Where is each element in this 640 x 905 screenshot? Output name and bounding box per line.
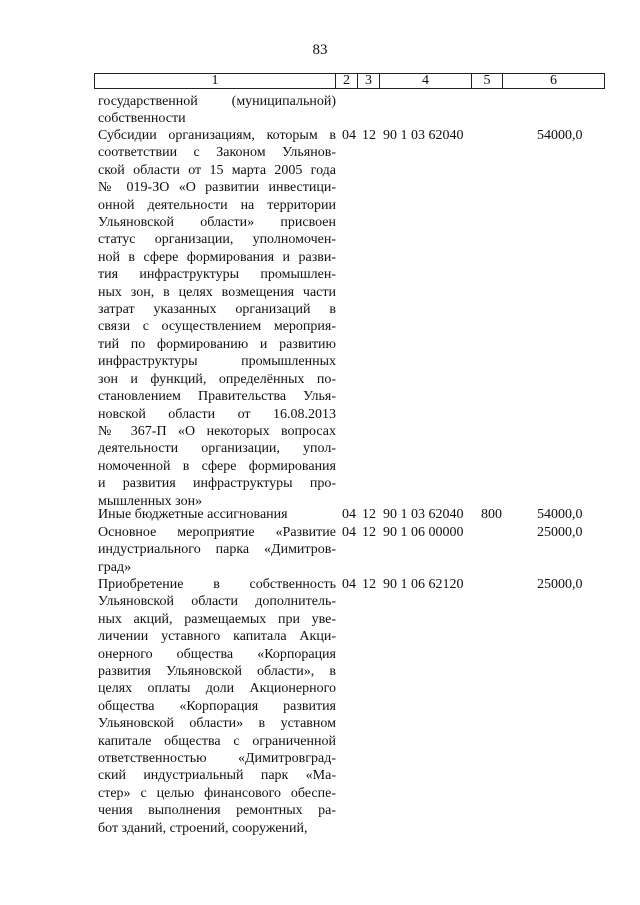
description-line: град» (98, 559, 132, 575)
description-line: Ульяновской области» присвоен (98, 215, 336, 231)
description-line: ной в сфере формирования и разви- (98, 249, 336, 265)
column-header-4: 4 (380, 74, 472, 88)
column-header-2: 2 (336, 74, 358, 88)
description-line: бот зданий, строений, сооружений, (98, 820, 308, 836)
description-line: Ульяновской области дополнитель- (98, 594, 336, 610)
subsection-code: 12 (362, 577, 376, 592)
description-line: Ульяновской области» в уставном (98, 716, 336, 732)
description-line: ответственностью «Димитровград- (98, 751, 336, 767)
description-line: капитале общества с ограниченной (98, 733, 336, 749)
description-line: развития Ульяновской области», в (98, 664, 336, 680)
row-description (98, 506, 336, 523)
description-line: индустриального парка «Димитров- (98, 542, 336, 558)
description-line: ных зон, в целях возмещения части (98, 284, 336, 300)
description-line: чения выполнения ремонтных ра- (98, 803, 336, 819)
table-row (94, 576, 605, 837)
target-article-code: 90 1 06 00000 (383, 525, 464, 540)
description-line: ской области от 15 марта 2005 года (98, 162, 336, 178)
table-row (94, 524, 605, 576)
column-header-6: 6 (550, 73, 557, 88)
section-code: 04 (342, 525, 356, 540)
table-row (94, 506, 605, 523)
section-code: 04 (342, 577, 356, 592)
amount: 25000,0 (537, 525, 583, 540)
description-line: Приобретение в собственность (98, 577, 336, 592)
description-line: собственности (98, 111, 186, 127)
subsection-code: 12 (362, 525, 376, 540)
target-article-code: 90 1 03 62040 (383, 128, 464, 143)
target-article-code: 90 1 03 62040 (383, 507, 464, 522)
description-line: зон и функций, определённых по- (98, 371, 336, 387)
description-line: ных акций, размещаемых при уве- (98, 611, 336, 627)
table-row (94, 93, 605, 128)
table-header (94, 73, 605, 89)
description-line: мышленных зон» (98, 493, 203, 509)
description-line: Субсидии организациям, которым в (98, 128, 336, 143)
description-line: онерного общества «Корпорация (98, 646, 336, 662)
description-line: № 367-П «О некоторых вопросах (98, 423, 336, 439)
column-header-5: 5 (472, 74, 503, 88)
description-line: и развития инфраструктуры про- (98, 476, 336, 492)
description-line: связи с осуществлением мероприя- (98, 319, 336, 335)
subsection-code: 12 (362, 128, 376, 143)
page-number: 83 (312, 42, 328, 58)
row-description (98, 127, 336, 510)
description-line: государственной (муниципальной) (98, 94, 336, 109)
description-line: новской области от 16.08.2013 (98, 406, 336, 422)
description-line: целях оплаты доли Акционерного (98, 681, 336, 697)
description-line: статус организации, уполномочен- (98, 232, 336, 248)
row-description (98, 576, 336, 837)
description-line: соответствии с Законом Ульянов- (98, 145, 336, 161)
column-header-1: 1 (95, 74, 336, 88)
table-row (94, 127, 605, 510)
description-line: инфраструктуры промышленных (98, 354, 336, 370)
description-line: ский индустриальный парк «Ма- (98, 768, 336, 784)
description-line: становлением Правительства Улья- (98, 389, 336, 405)
description-line: тий по формированию и развитию (98, 336, 336, 352)
section-code: 04 (342, 128, 356, 143)
row-description (98, 524, 336, 576)
target-article-code: 90 1 06 62120 (383, 577, 464, 592)
description-line: затрат указанных организаций в (98, 302, 336, 318)
column-header-3: 3 (358, 74, 380, 88)
description-line: Иные бюджетные ассигнования (98, 507, 288, 522)
amount: 54000,0 (537, 507, 583, 522)
expense-type-code: 800 (481, 507, 502, 522)
description-line: тия инфраструктуры промышлен- (98, 267, 336, 283)
description-line: деятельности организации, упол- (98, 441, 336, 457)
description-line: стер» с целью финансового обеспе- (98, 785, 336, 801)
description-line: номоченной в сфере формирования (98, 458, 336, 474)
amount: 25000,0 (537, 577, 583, 592)
section-code: 04 (342, 507, 356, 522)
description-line: онной деятельности на территории (98, 197, 336, 213)
description-line: Основное мероприятие «Развитие (98, 525, 336, 540)
subsection-code: 12 (362, 507, 376, 522)
amount: 54000,0 (537, 128, 583, 143)
description-line: общества «Корпорация развития (98, 698, 336, 714)
description-line: личении уставного капитала Акци- (98, 629, 336, 645)
description-line: № 019-ЗО «О развитии инвестици- (98, 180, 336, 196)
row-description (98, 93, 336, 128)
